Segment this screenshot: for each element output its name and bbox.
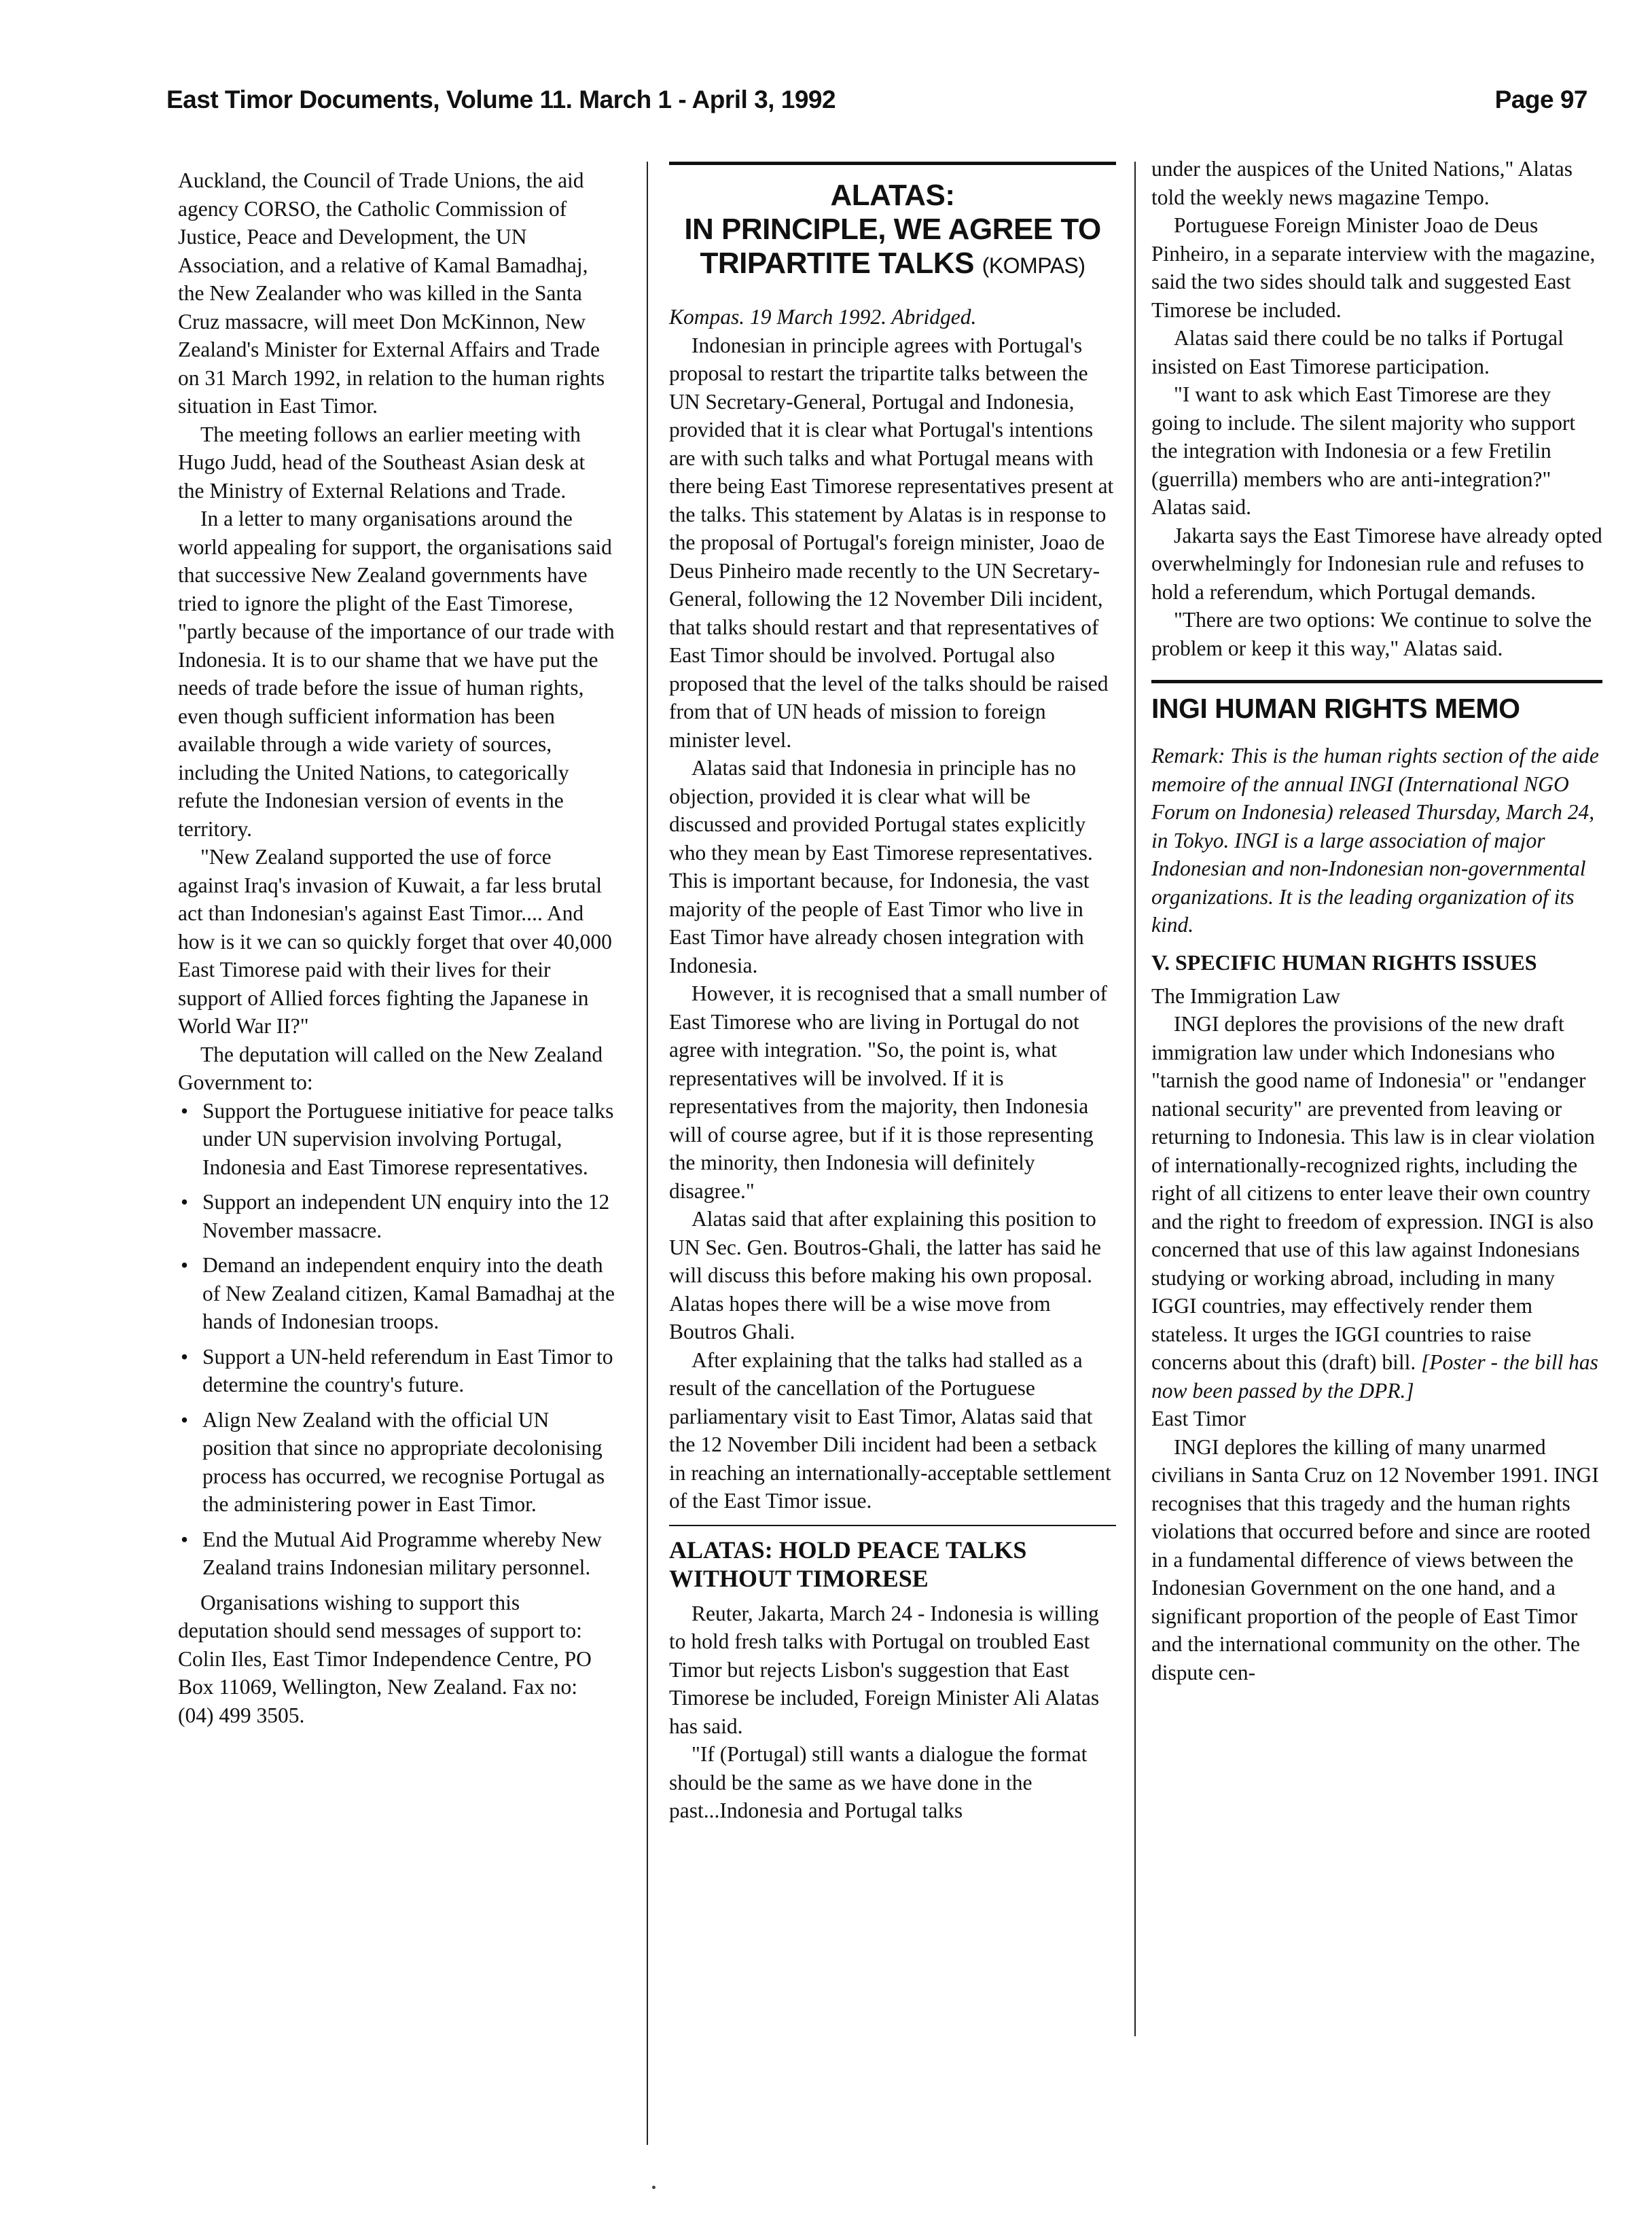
bullet-icon: •	[181, 1344, 189, 1369]
memo-remark: Remark: This is the human rights section of the aide memoire of the annual INGI (International NGO Forum on Indonesia) released Thursday, March 24, in Tokyo. INGI is a large association of major Indonesian and non-Indonesian non-governmental organizations. It is the leading organization of its kind.	[1151, 744, 1599, 937]
section-rule	[669, 1525, 1116, 1526]
bullet-icon: •	[181, 1253, 189, 1277]
col3-paragraph: under the auspices of the United Nations," Alatas told the weekly news magazine Tempo.	[1151, 157, 1573, 209]
column-1	[178, 166, 615, 1729]
demands-list	[178, 1097, 615, 1582]
column-2	[669, 162, 1116, 1825]
page-number: Page 97	[1494, 86, 1587, 113]
section-heading: V. SPECIFIC HUMAN RIGHTS ISSUES	[1151, 950, 1537, 975]
col2-paragraph: Indonesian in principle agrees with Portugal's proposal to restart the tripartite talks between the UN Secretary-General, Portugal and Indonesia, provided that it is clear what Portugal's intentions are with such talks and what Portugal means with there being East Timorese representatives present at the talks. This statement by Alatas is in response to the proposal of Portugal's foreign minister, Joao de Deus Pinheiro made recently to the UN Secretary-General, following the 12 November Dili incident, that talks should restart and that representatives of East Timor should be involved. Portugal also proposed that the level of the talks should be raised from that of UN heads of mission to foreign minister level.	[669, 333, 1114, 752]
page-mark	[652, 2186, 656, 2189]
memo-headline: INGI HUMAN RIGHTS MEMO	[1151, 693, 1520, 724]
col2-paragraph: However, it is recognised that a small number of East Timorese who are living in Portugal do not agree with integration. "So, the point is, what representatives will be involved. If it is representatives from the majority, then Indonesia will of course agree, but if it is those representing the minority, then Indonesia will definitely disagree."	[669, 981, 1107, 1203]
col3-paragraph: INGI deplores the killing of many unarmed civilians in Santa Cruz on 12 November 1991. INGI recognises that this tragedy and the human rights violations that occurred before and since are rooted in a fundamental difference of views between the Indonesian Government on the one hand, and a significant proportion of the people of East Timor and the international community on the other. The dispute cen-	[1151, 1434, 1599, 1684]
list-item: • Support the Portuguese initiative for peace talks under UN supervision involving Portugal, Indonesia and East Timorese representatives.	[178, 1097, 615, 1182]
col3-paragraph: Portuguese Foreign Minister Joao de Deus Pinheiro, in a separate interview with the magazine, said the two sides should talk and suggested East Timorese be included.	[1151, 213, 1596, 322]
bullet-icon: •	[181, 1098, 189, 1123]
article-headline-2: ALATAS: HOLD PEACE TALKS WITHOUT TIMORESE	[669, 1536, 1027, 1592]
col2-paragraph: Alatas said that Indonesia in principle has no objection, provided it is clear what will be discussed and provided Portugal states explicitly who they mean by East Timorese representatives. This is important because, for Indonesia, the vast majority of the people of East Timor who live in East Timor have already chosen integration with Indonesia.	[669, 756, 1093, 977]
bullet-icon: •	[181, 1407, 189, 1432]
col2-paragraph: "If (Portugal) still wants a dialogue the format should be the same as we have done in the past...Indonesia and Portugal talks	[669, 1742, 1088, 1822]
col3-paragraph: "I want to ask which East Timorese are they going to include. The silent majority who support the integration with Indonesia or a few Fretilin (guerrilla) members who are anti-integration?" Alatas said.	[1151, 382, 1576, 519]
col1-paragraph: Auckland, the Council of Trade Unions, the aid agency CORSO, the Catholic Commission of Justice, Peace and Development, the UN Association, and a relative of Kamal Bamadhaj, the New Zealander who was killed in the Santa Cruz massacre, will meet Don McKinnon, New Zealand's Minister for External Affairs and Trade on 31 March 1992, in relation to the human rights situation in East Timor.	[178, 168, 605, 418]
subsection-heading: The Immigration Law	[1151, 983, 1341, 1008]
col2-paragraph: Alatas said that after explaining this position to UN Sec. Gen. Boutros-Ghali, the latter has said he will discuss this before making his own proposal. Alatas hopes there will be a wise move from Boutros Ghali.	[669, 1207, 1101, 1343]
list-item: • End the Mutual Aid Programme whereby New Zealand trains Indonesian military personnel.	[178, 1525, 615, 1582]
list-item: • Demand an independent enquiry into the death of New Zealand citizen, Kamal Bamadhaj at the hands of Indonesian troops.	[178, 1251, 615, 1336]
article-byline: Kompas. 19 March 1992. Abridged.	[669, 305, 977, 329]
col1-paragraph: In a letter to many organisations around the world appealing for support, the organisations said that successive New Zealand governments have tried to ignore the plight of the East Timorese, "partly because of the importance of our trade with Indonesia. It is to our shame that we have put the needs of trade before the issue of human rights, even though sufficient information has been available through a wide variety of sources, including the United Nations, to categorically refute the Indonesian version of events in the territory.	[178, 507, 615, 841]
subsection-heading: East Timor	[1151, 1407, 1246, 1430]
col3-paragraph: Alatas said there could be no talks if Portugal insisted on East Timorese participation.	[1151, 326, 1564, 378]
col1-paragraph: The meeting follows an earlier meeting with Hugo Judd, head of the Southeast Asian desk at the Ministry of External Relations and Trade.	[178, 422, 586, 503]
bullet-icon: •	[181, 1527, 189, 1551]
editor-note: [Poster - the bill has now been passed by the DPR.]	[1151, 1350, 1598, 1403]
col1-closing: Organisations wishing to support this deputation should send messages of support to: Colin Iles, East Timor Independence Centre, PO Box 11069, Wellington, New Zealand. Fax no: (04) 499 3505.	[178, 1590, 592, 1727]
article-headline: ALATAS: IN PRINCIPLE, WE AGREE TO TRIPARTITE TALKS (KOMPAS)	[684, 179, 1101, 280]
col3-paragraph: Jakarta says the East Timorese have already opted overwhelmingly for Indonesian rule and refuses to hold a referendum, which Portugal demands.	[1151, 523, 1602, 604]
col3-paragraph: INGI deplores the provisions of the new draft immigration law under which Indonesians who "tarnish the good name of Indonesia" or "endanger national security" are prevented from leaving or returning to Indonesia. This law is in clear violation of internationally-recognized rights, including the right of all citizens to enter leave their own country and the right to freedom of expression. INGI is also concerned that use of this law against Indonesians studying or working abroad, including in many IGGI countries, may effectively render them stateless. It urges the IGGI countries to raise concerns about this (draft) bill. [Poster - the bill has now been passed by the DPR.]	[1151, 1012, 1598, 1403]
bullet-icon: •	[181, 1190, 189, 1214]
list-item: • Align New Zealand with the official UN position that since no appropriate decolonising process has occurred, we recognise Portugal as the administering power in East Timor.	[178, 1406, 615, 1519]
column-3	[1151, 155, 1602, 1686]
running-header-title: East Timor Documents, Volume 11. March 1 - April 3, 1992	[166, 86, 836, 113]
col1-paragraph: The deputation will called on the New Zealand Government to:	[178, 1042, 603, 1094]
col1-paragraph: "New Zealand supported the use of force against Iraq's invasion of Kuwait, a far less brutal act than Indonesian's against East Timor.... And how is it we can so quickly forget that over 40,000 East Timorese paid with their lives for their support of Allied forces fighting the Japanese in World War II?"	[178, 845, 612, 1038]
column-divider	[1134, 162, 1136, 2036]
list-item: • Support an independent UN enquiry into the 12 November massacre.	[178, 1188, 615, 1244]
col2-paragraph: Reuter, Jakarta, March 24 - Indonesia is willing to hold fresh talks with Portugal on troubled East Timor but rejects Lisbon's suggestion that East Timorese be included, Foreign Minister Ali Alatas has said.	[669, 1601, 1100, 1738]
col3-paragraph: "There are two options: We continue to solve the problem or keep it this way," Alatas said.	[1151, 608, 1592, 660]
headline-rule	[1151, 680, 1602, 683]
running-header	[166, 86, 1587, 126]
column-divider	[647, 162, 648, 2145]
col2-paragraph: After explaining that the talks had stalled as a result of the cancellation of the Portuguese parliamentary visit to East Timor, Alatas said that the 12 November Dili incident had been a setback in reaching an internationally-acceptable settlement of the East Timor issue.	[669, 1348, 1111, 1513]
list-item: • Support a UN-held referendum in East Timor to determine the country's future.	[178, 1343, 615, 1399]
headline-rule	[669, 162, 1116, 165]
